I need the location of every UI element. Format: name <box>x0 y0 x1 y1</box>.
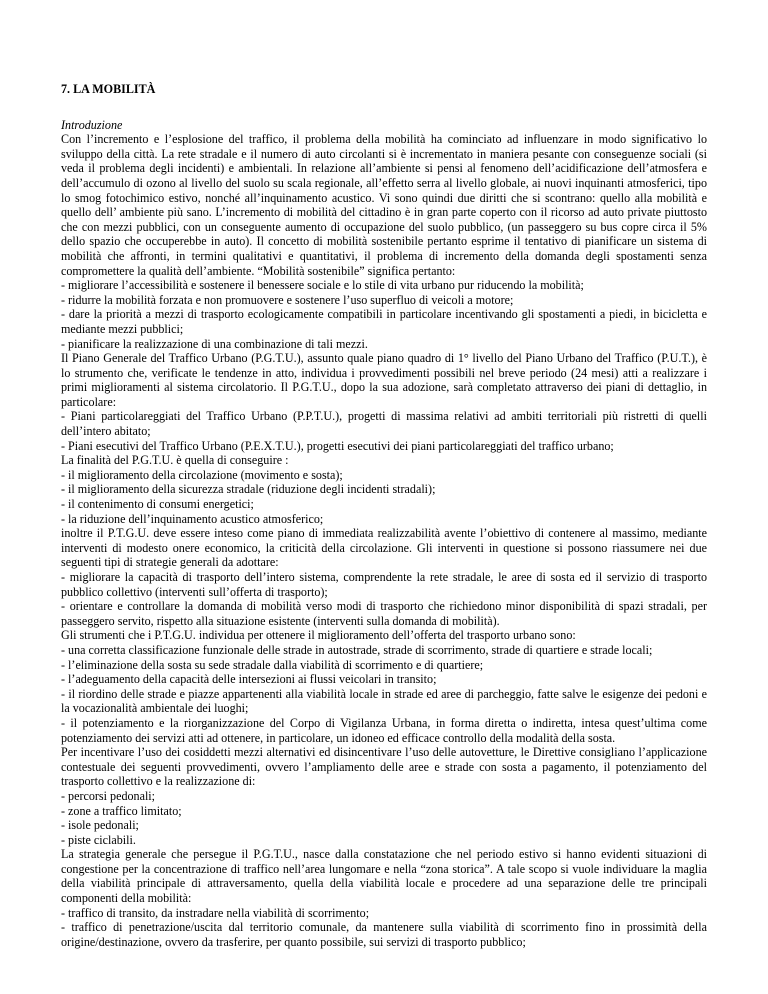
paragraph: - il riordino delle strade e piazze appartenenti alla viabilità locale in strade ed aree di parcheggio, fatte salve le esigenze dei pedoni e la vocazionalità ambientale dei luoghi; <box>61 686 707 716</box>
section-heading: 7. LA MOBILITÀ <box>61 82 156 96</box>
paragraph: - ridurre la mobilità forzata e non promuovere e sostenere l’uso superfluo di veicoli a motore; <box>61 292 514 307</box>
paragraph: La strategia generale che persegue il P.G.T.U., nasce dalla constatazione che nel periodo estivo si hanno evidenti situazioni di congestione per la concentrazione di traffico nell’area lungomare e nella “zona storica”. A tale scopo si vuole individuare la maglia della viabilità principale di attraversamento, quella della viabilità locale e procedere ad una separazione delle tre principali componenti della mobilità: <box>61 847 707 906</box>
paragraph: - una corretta classificazione funzionale delle strade in autostrade, strade di scorrimento, strade di quartiere e strade locali; <box>61 642 653 657</box>
paragraph: La finalità del P.G.T.U. è quella di conseguire : <box>61 453 289 468</box>
paragraph: - migliorare la capacità di trasporto dell’intero sistema, comprendente la rete stradale, le aree di sosta ed il servizio di trasporto pubblico collettivo (interventi sull’offerta di trasporto); <box>61 570 707 599</box>
document-body <box>61 82 707 949</box>
paragraph-list <box>61 132 707 949</box>
paragraph: Il Piano Generale del Traffico Urbano (P.G.T.U.), assunto quale piano quadro di 1° livello del Piano Urbano del Traffico (P.U.T.), è lo strumento che, verificate le tendenze in atto, individua i provvedimenti possibili nel breve periodo (24 mesi) atti a realizzare i primi miglioramenti al sistema circolatorio. Il P.G.T.U., dopo la sua adozione, sarà completato attraverso dei piani di dettaglio, in particolare: <box>61 351 707 409</box>
paragraph: Con l’incremento e l’esplosione del traffico, il problema della mobilità ha cominciato ad influenzare in modo significativo lo sviluppo della città. La rete stradale e il numero di auto circolanti si è incrementato in maniera pesante con conseguenze sociali (si veda il problema degli incidenti) e ambientali. In relazione all’ambiente si pensi al fenomeno dell’acidificazione dell’atmosfera e dell’accumulo di ozono al livello del suolo su scala regionale, all’effetto serra al livello globale, ai nuovi inquinanti atmosferici, tipo lo smog fotochimico estivo, nonché all’inquinamento acustico. Vi sono quindi due diritti che si scontrano: quello alla mobilità e quello dell’ ambiente più sano. L’incremento di mobilità del cittadino è in gran parte coperto con il ricorso ad auto private piuttosto che con mezzi pubblici, con un conseguente aumento di occupazione del suolo pubblico, (un passeggero su bus copre circa il 5% dello spazio che occuperebbe in auto). Il concetto di mobilità sostenibile pertanto esprime il tentativo di pianificare un sistema di mobilità che affronti, in termini qualitativi e quantitativi, il problema di incremento della domanda degli spostamenti senza compromettere la qualità dell’ambiente. “Mobilità sostenibile” significa pertanto: <box>61 132 707 278</box>
paragraph: - traffico di penetrazione/uscita dal territorio comunale, da mantenere sulla viabilità di scorrimento fino in prossimità della origine/destinazione, ovvero da trasferire, per quanto possibile, sui servizi di trasporto pubblico; <box>61 920 707 949</box>
paragraph: - il contenimento di consumi energetici; <box>61 497 254 512</box>
paragraph: Per incentivare l’uso dei cosiddetti mezzi alternativi ed disincentivare l’uso delle autovetture, le Direttive consigliano l’applicazione contestuale dei seguenti provvedimenti, ovvero l’ampliamento delle aree e strade con sosta a pagamento, il potenziamento del trasporto collettivo e la realizzazione di: <box>61 745 707 789</box>
paragraph: - l’eliminazione della sosta su sede stradale dalla viabilità di scorrimento e di quartiere; <box>61 657 484 672</box>
paragraph: Gli strumenti che i P.T.G.U. individua per ottenere il miglioramento dell’offerta del trasporto urbano sono: <box>61 628 576 643</box>
paragraph: - migliorare l’accessibilità e sostenere il benessere sociale e lo stile di vita urbano pur riducendo la mobilità; <box>61 278 584 293</box>
paragraph: - pianificare la realizzazione di una combinazione di tali mezzi. <box>61 336 368 351</box>
subsection-title: Introduzione <box>61 117 123 132</box>
paragraph: - la riduzione dell’inquinamento acustico atmosferico; <box>61 511 324 526</box>
paragraph: - il potenziamento e la riorganizzazione del Corpo di Vigilanza Urbana, in forma diretta o indiretta, intesa quest’ultima come potenziamento dei servizi atti ad ottenere, in particolare, un idoneo ed efficace controllo della modalità della sosta. <box>61 715 707 745</box>
paragraph: - dare la priorità a mezzi di trasporto ecologicamente compatibili in particolare incentivando gli spostamenti a piedi, in bicicletta e mediante mezzi pubblici; <box>61 307 707 336</box>
paragraph: - il miglioramento della sicurezza stradale (riduzione degli incidenti stradali); <box>61 482 436 497</box>
paragraph: - zone a traffico limitato; <box>61 803 182 818</box>
paragraph: - percorsi pedonali; <box>61 788 156 803</box>
paragraph: - l’adeguamento della capacità delle intersezioni ai flussi veicolari in transito; <box>61 672 437 687</box>
paragraph: - Piani esecutivi del Traffico Urbano (P.E.X.T.U.), progetti esecutivi dei piani particolareggiati del traffico urbano; <box>61 438 614 453</box>
paragraph: - piste ciclabili. <box>61 832 136 847</box>
paragraph: inoltre il P.T.G.U. deve essere inteso come piano di immediata realizzabilità avente l’obiettivo di contenere al massimo, mediante interventi di modesto onere economico, la criticità della circolazione. Gli interventi in questione si possono riassumere nei due seguenti tipi di strategie generali da adottare: <box>61 526 707 570</box>
paragraph: - orientare e controllare la domanda di mobilità verso modi di trasporto che richiedono minor disponibilità di spazi stradali, per passeggero servito, rispetto alla situazione esistente (interventi sulla domanda di mobilità). <box>61 599 707 628</box>
paragraph: - il miglioramento della circolazione (movimento e sosta); <box>61 467 343 482</box>
paragraph: - isole pedonali; <box>61 818 139 833</box>
paragraph: - traffico di transito, da instradare nella viabilità di scorrimento; <box>61 905 370 920</box>
paragraph: - Piani particolareggiati del Traffico Urbano (P.P.T.U.), progetti di massima relativi ad ambiti territoriali più ristretti di quelli dell’intero abitato; <box>61 409 707 439</box>
